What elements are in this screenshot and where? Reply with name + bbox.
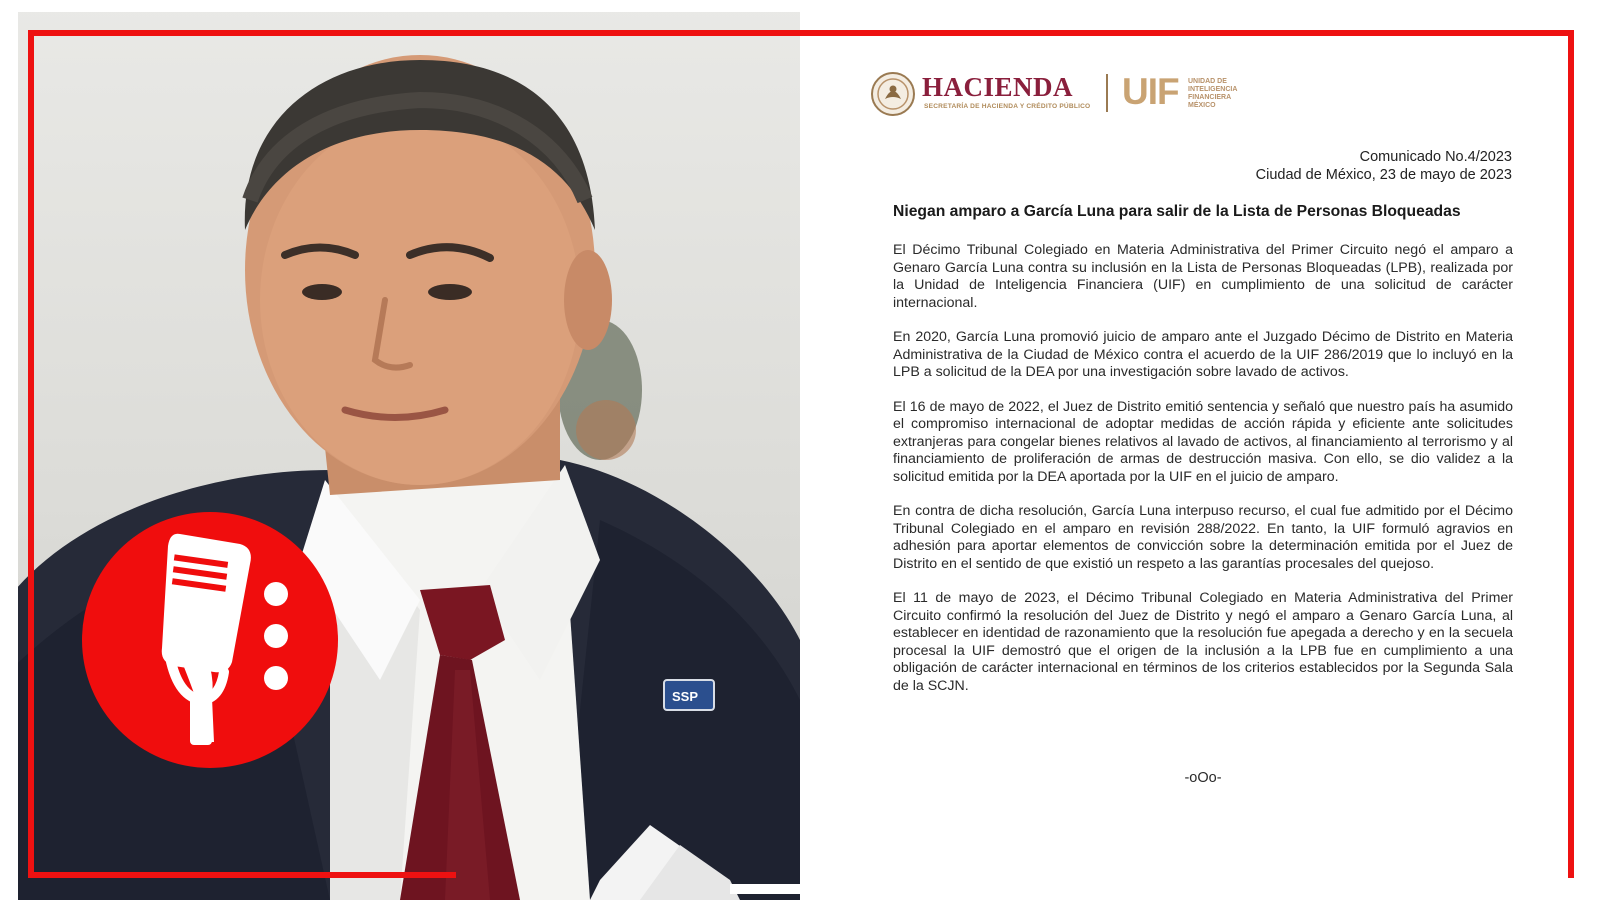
red-frame-bottom: [28, 872, 456, 878]
closing-mark: -oOo-: [1184, 770, 1222, 786]
national-seal-icon: [870, 71, 916, 117]
red-frame-left: [28, 30, 34, 878]
communique-number: Comunicado No.4/2023: [1359, 149, 1512, 165]
white-frame-left: [0, 0, 18, 900]
paragraph: El 16 de mayo de 2022, el Juez de Distrito emitió sentencia y señaló que nuestro país ha asumido el compromiso internacional de adoptar medidas de acción rápida y eficiente ante solicitudes extranjeras para congelar bienes relativos al lavado de activos, al financiamiento al terrorismo y al financiamiento de proliferación de armas de destrucción masiva. Con ello, se dio validez a la solicitud emitida por la DEA aportada por la UIF en el juicio de amparo.: [893, 398, 1513, 485]
white-frame-top: [0, 0, 800, 12]
hacienda-logo-subtitle: SECRETARÍA DE HACIENDA Y CRÉDITO PÚBLICO: [924, 103, 1091, 110]
paragraph: El Décimo Tribunal Colegiado en Materia Administrativa del Primer Circuito negó el amparo a Genaro García Luna contra su inclusión en la Lista de Personas Bloqueadas (LPB), realizada por la Unidad de Inteligencia Financiera (UIF) en cumplimiento de una solicitud de carácter internacional.: [893, 242, 1513, 311]
paragraph: En contra de dicha resolución, García Luna interpuso recurso, el cual fue admitido por el Décimo Tribunal Colegiado en el amparo en revisión 288/2022. En tanto, la UIF formuló agravios en adhesión para aportar elementos de convicción sobre la determinación emitida por el Juez de Distrito en el sentido de que existió un respeto a las garantías procesales del quejoso.: [893, 503, 1513, 572]
institution-logos: [870, 70, 1250, 118]
white-bar-bottom: [730, 884, 800, 894]
microphone-icon: [82, 512, 338, 768]
hacienda-logo-text: HACIENDA: [922, 72, 1074, 102]
paragraph: El 11 de mayo de 2023, el Décimo Tribunal Colegiado en Materia Administrativa del Primer Circuito confirmó la resolución del Juez de Distrito y negó el amparo a Genaro García Luna, al establecer en identidad de razonamiento que la resolución fue apegada a derecho y en la secuela procesal la UIF demostró que el origen de la inclusión a la LPB fue en cumplimiento a una obligación de carácter internacional en términos de los criterios establecidos por la Segunda Sala de la SCJN.: [893, 590, 1513, 694]
lapel-pin-text: SSP: [672, 689, 699, 704]
document-title: Niegan amparo a García Luna para salir de la Lista de Personas Bloqueadas: [893, 203, 1461, 220]
red-frame-right: [1568, 30, 1574, 878]
document-meta: [800, 148, 1512, 184]
logo-divider: [1106, 74, 1108, 112]
document-body: [893, 242, 1513, 712]
press-release-document: [800, 0, 1600, 900]
uif-logo-subtitle: UNIDAD DE INTELIGENCIA FINANCIERA MÉXICO: [1188, 78, 1238, 109]
uif-logo-text: UIF: [1122, 71, 1179, 112]
place-date: Ciudad de México, 23 de mayo de 2023: [1255, 167, 1512, 183]
paragraph: En 2020, García Luna promovió juicio de amparo ante el Juzgado Décimo de Distrito en Materia Administrativa de la Ciudad de México contra el acuerdo de la UIF 286/2019 que lo incluyó en la LPB a solicitud de la DEA por una investigación sobre lavado de activos.: [893, 329, 1513, 380]
red-frame-top: [28, 30, 1574, 36]
podcast-badge: [82, 512, 338, 768]
